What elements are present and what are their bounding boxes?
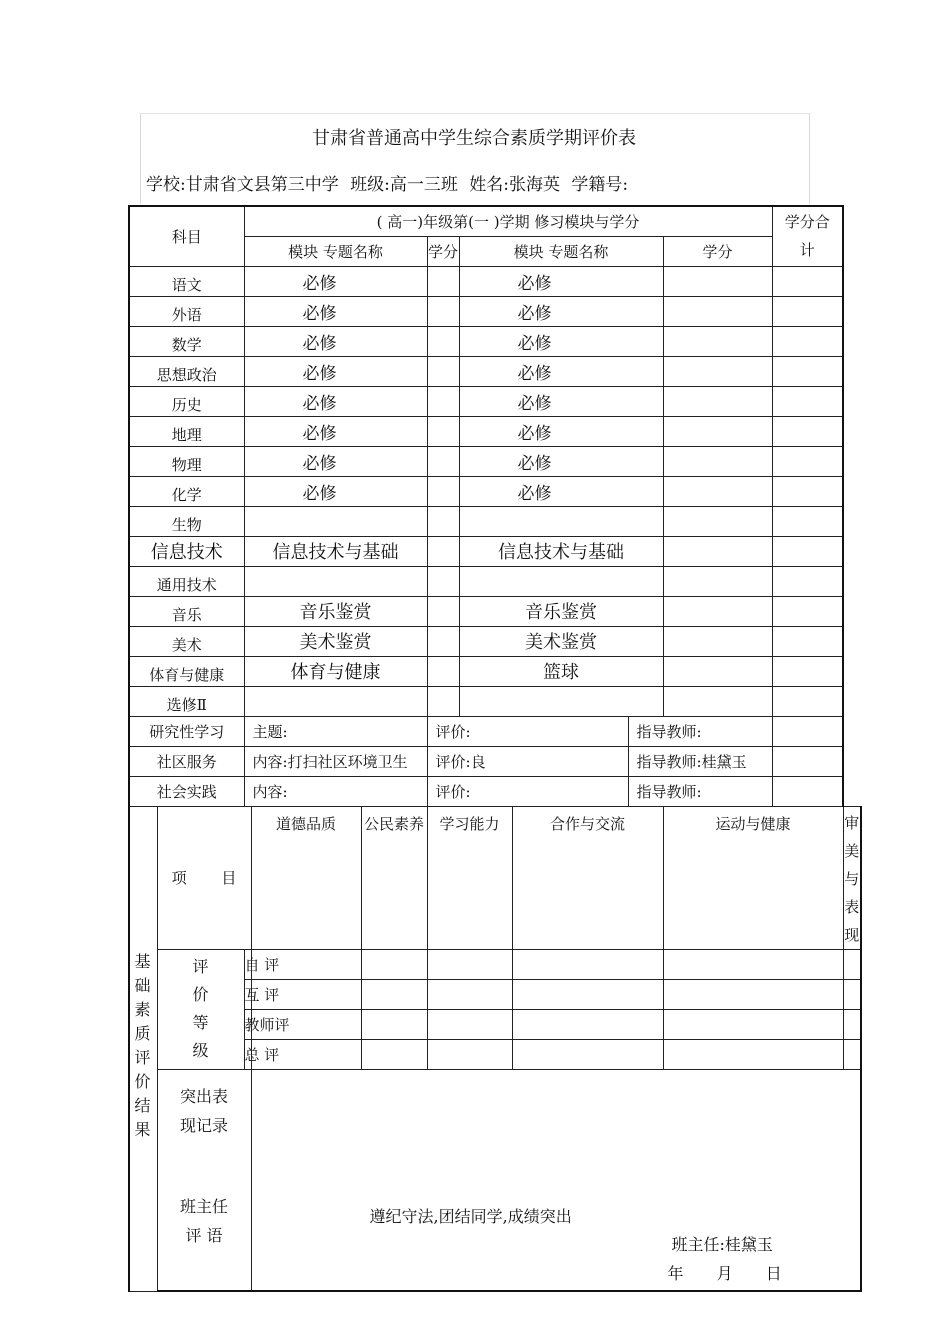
subject-name: 思想政治	[129, 356, 244, 386]
grade-row	[129, 949, 861, 979]
grade-cell	[361, 949, 427, 979]
credit-total	[772, 326, 843, 356]
activity-teacher: 指导教师:桂黛玉	[628, 746, 772, 776]
module-1: 必修	[244, 326, 427, 356]
grade-cell	[663, 979, 843, 1009]
credit-1	[427, 446, 459, 476]
module-1: 必修	[244, 356, 427, 386]
grade-cell	[512, 979, 663, 1009]
grade-cell	[427, 1009, 512, 1039]
credit-1	[427, 596, 459, 626]
module-2: 音乐鉴赏	[459, 596, 663, 626]
evaluation-table	[128, 205, 862, 1292]
module-1: 必修	[244, 266, 427, 296]
credit-total	[772, 566, 843, 596]
grade-type: 总 评	[244, 1039, 251, 1069]
activity-name: 社区服务	[129, 746, 244, 776]
comment-label: 班主任评 语	[180, 1196, 229, 1245]
credit-total	[772, 506, 843, 536]
subject-row	[129, 326, 861, 356]
credit-total	[772, 356, 843, 386]
activity-extra	[772, 716, 843, 746]
credit-total	[772, 476, 843, 506]
quality-column-header: 运动与健康	[663, 806, 843, 949]
activity-evaluation: 评价:	[427, 776, 628, 806]
class-field: 班级:高一三班	[350, 175, 458, 195]
credit-total	[772, 296, 843, 326]
page-title: 甘肃省普通高中学生综合素质学期评价表	[312, 128, 636, 149]
activity-row	[129, 776, 861, 806]
credit-2	[663, 596, 772, 626]
credit-1	[427, 326, 459, 356]
activity-evaluation: 评价:良	[427, 746, 628, 776]
credit-2	[663, 446, 772, 476]
module-1: 必修	[244, 296, 427, 326]
module-2: 必修	[459, 326, 663, 356]
credit-2	[663, 326, 772, 356]
teacher-signature: 班主任:桂黛玉	[671, 1234, 773, 1254]
activity-teacher: 指导教师:	[628, 716, 772, 746]
credit-2	[663, 476, 772, 506]
subject-row	[129, 506, 861, 536]
module-2: 必修	[459, 476, 663, 506]
module-1: 必修	[244, 476, 427, 506]
subject-name: 化学	[129, 476, 244, 506]
highlight-label: 突出表现记录	[180, 1086, 229, 1135]
quality-column-header: 道德品质	[251, 806, 361, 949]
grade-cell	[843, 949, 861, 979]
activity-extra	[772, 746, 843, 776]
activity-teacher: 指导教师:	[628, 776, 772, 806]
grade-cell	[361, 1039, 427, 1069]
subject-row	[129, 386, 861, 416]
credit-2	[663, 386, 772, 416]
grade-type: 教师评	[244, 1009, 251, 1039]
item-label: 项 目	[157, 806, 251, 949]
module-2: 必修	[459, 266, 663, 296]
school-field: 学校:甘肃省文县第三中学	[146, 175, 339, 195]
quality-side-label: 基础素质评价结果	[129, 806, 157, 1291]
grade-cell	[512, 1009, 663, 1039]
module-2: 必修	[459, 296, 663, 326]
activity-content: 主题:	[244, 716, 427, 746]
subject-name: 通用技术	[129, 566, 244, 596]
credit-1	[427, 476, 459, 506]
comment-area	[251, 1069, 861, 1291]
credit-2	[663, 506, 772, 536]
credit-total	[772, 386, 843, 416]
credit-1	[427, 296, 459, 326]
subject-row	[129, 446, 861, 476]
grade-cell	[427, 1039, 512, 1069]
subject-name: 历史	[129, 386, 244, 416]
credit-total	[772, 656, 843, 686]
credit-total	[772, 446, 843, 476]
module-1: 信息技术与基础	[244, 536, 427, 566]
credit-total	[772, 536, 843, 566]
subject-row	[129, 596, 861, 626]
module-2: 必修	[459, 356, 663, 386]
module-1: 美术鉴赏	[244, 626, 427, 656]
subject-row	[129, 416, 861, 446]
credit-2	[663, 686, 772, 716]
grade-cell	[361, 979, 427, 1009]
comment-row	[129, 1069, 861, 1291]
credit-1	[427, 626, 459, 656]
subject-row	[129, 686, 861, 716]
credit-header-1: 学分	[427, 236, 459, 266]
credit-1	[427, 386, 459, 416]
subject-name: 外语	[129, 296, 244, 326]
grade-cell	[512, 949, 663, 979]
subject-name: 音乐	[129, 596, 244, 626]
student-id-field: 学籍号:	[571, 175, 629, 195]
module-1	[244, 506, 427, 536]
credit-2	[663, 296, 772, 326]
module-2: 美术鉴赏	[459, 626, 663, 656]
credit-total	[772, 596, 843, 626]
activity-row	[129, 746, 861, 776]
grade-label: 评价等级	[157, 949, 244, 1069]
credit-2	[663, 416, 772, 446]
module-2: 必修	[459, 386, 663, 416]
credit-2	[663, 656, 772, 686]
grade-cell	[512, 1039, 663, 1069]
credit-total	[772, 686, 843, 716]
credit-1	[427, 416, 459, 446]
activity-evaluation: 评价:	[427, 716, 628, 746]
subject-name: 物理	[129, 446, 244, 476]
subject-name: 选修Ⅱ	[129, 686, 244, 716]
grade-cell	[843, 1009, 861, 1039]
subject-name: 数学	[129, 326, 244, 356]
subject-name: 语文	[129, 266, 244, 296]
grade-cell	[663, 949, 843, 979]
quality-header-row	[129, 806, 861, 949]
subject-row	[129, 536, 861, 566]
credit-2	[663, 266, 772, 296]
semester-header: ( 高一)年级第(一 )学期 修习模块与学分	[244, 206, 772, 236]
module-1: 必修	[244, 386, 427, 416]
activity-name: 社会实践	[129, 776, 244, 806]
grade-type: 互 评	[244, 979, 251, 1009]
grade-cell	[843, 979, 861, 1009]
subject-row	[129, 626, 861, 656]
quality-column-header: 审美与表现	[843, 806, 861, 949]
module-1	[244, 566, 427, 596]
credit-total-header: 学分合 计	[772, 206, 843, 266]
module-2: 必修	[459, 416, 663, 446]
name-field: 姓名:张海英	[469, 175, 561, 195]
grade-cell	[663, 1009, 843, 1039]
credit-total	[772, 416, 843, 446]
subject-row	[129, 566, 861, 596]
subject-row	[129, 356, 861, 386]
credit-2	[663, 536, 772, 566]
subject-name: 信息技术	[129, 536, 244, 566]
credit-2	[663, 356, 772, 386]
grade-cell	[663, 1039, 843, 1069]
module-1	[244, 686, 427, 716]
module-name-header-2: 模块 专题名称	[459, 236, 663, 266]
comment-text: 遵纪守法,团结同学,成绩突出	[369, 1206, 572, 1226]
comment-labels	[157, 1069, 251, 1291]
quality-column-header: 学习能力	[427, 806, 512, 949]
credit-1	[427, 356, 459, 386]
activity-content: 内容:	[244, 776, 427, 806]
module-1: 必修	[244, 446, 427, 476]
credit-total	[772, 266, 843, 296]
module-1: 体育与健康	[244, 656, 427, 686]
module-1: 必修	[244, 416, 427, 446]
subject-name: 生物	[129, 506, 244, 536]
activity-row	[129, 716, 861, 746]
credit-2	[663, 626, 772, 656]
subject-name: 地理	[129, 416, 244, 446]
date-line: 年 月 日	[667, 1263, 782, 1283]
module-2	[459, 566, 663, 596]
credit-1	[427, 506, 459, 536]
subject-row	[129, 656, 861, 686]
student-info-line	[146, 170, 634, 195]
credit-1	[427, 536, 459, 566]
grade-type: 自 评	[244, 949, 251, 979]
module-1: 音乐鉴赏	[244, 596, 427, 626]
module-2: 必修	[459, 446, 663, 476]
credit-2	[663, 566, 772, 596]
subject-name: 美术	[129, 626, 244, 656]
subject-row	[129, 296, 861, 326]
activity-content: 内容:打扫社区环境卫生	[244, 746, 427, 776]
module-2: 篮球	[459, 656, 663, 686]
grade-cell	[427, 949, 512, 979]
credit-header-2: 学分	[663, 236, 772, 266]
activity-extra	[772, 776, 843, 806]
quality-column-header: 合作与交流	[512, 806, 663, 949]
grade-cell	[843, 1039, 861, 1069]
credit-total	[772, 626, 843, 656]
credit-1	[427, 266, 459, 296]
quality-column-header: 公民素养	[361, 806, 427, 949]
activity-name: 研究性学习	[129, 716, 244, 746]
credit-1	[427, 656, 459, 686]
grade-cell	[427, 979, 512, 1009]
grade-cell	[361, 1009, 427, 1039]
subject-header: 科目	[129, 206, 244, 266]
subject-row	[129, 266, 861, 296]
module-name-header-1: 模块 专题名称	[244, 236, 427, 266]
module-2: 信息技术与基础	[459, 536, 663, 566]
credit-1	[427, 566, 459, 596]
module-2	[459, 686, 663, 716]
module-2	[459, 506, 663, 536]
subject-row	[129, 476, 861, 506]
subject-name: 体育与健康	[129, 656, 244, 686]
credit-1	[427, 686, 459, 716]
